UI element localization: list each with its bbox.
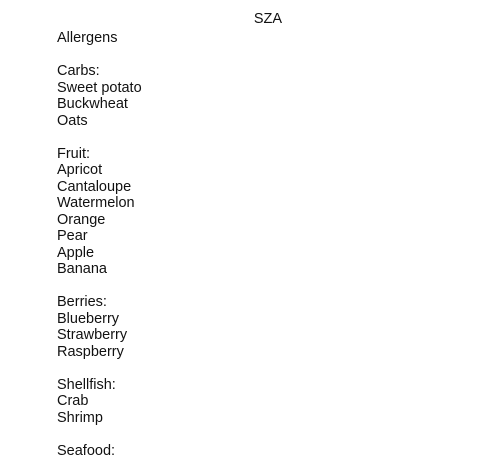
document-heading: Allergens	[57, 30, 142, 47]
list-item: Strawberry	[57, 327, 142, 344]
list-item: Apple	[57, 245, 142, 262]
blank-line	[57, 129, 142, 146]
section-label-berries: Berries:	[57, 294, 142, 311]
section-label-carbs: Carbs:	[57, 63, 142, 80]
section-label-seafood: Seafood:	[57, 443, 142, 459]
list-item: Raspberry	[57, 344, 142, 361]
blank-line	[57, 47, 142, 64]
section-label-shellfish: Shellfish:	[57, 377, 142, 394]
list-item: Cantaloupe	[57, 179, 142, 196]
blank-line	[57, 360, 142, 377]
document-title: SZA	[0, 11, 480, 28]
list-item: Oats	[57, 113, 142, 130]
section-label-fruit: Fruit:	[57, 146, 142, 163]
list-item: Sweet potato	[57, 80, 142, 97]
document-body	[57, 30, 142, 459]
blank-line	[57, 426, 142, 443]
list-item: Buckwheat	[57, 96, 142, 113]
list-item: Shrimp	[57, 410, 142, 427]
list-item: Watermelon	[57, 195, 142, 212]
list-item: Banana	[57, 261, 142, 278]
list-item: Crab	[57, 393, 142, 410]
blank-line	[57, 278, 142, 295]
list-item: Orange	[57, 212, 142, 229]
list-item: Blueberry	[57, 311, 142, 328]
list-item: Pear	[57, 228, 142, 245]
list-item: Apricot	[57, 162, 142, 179]
